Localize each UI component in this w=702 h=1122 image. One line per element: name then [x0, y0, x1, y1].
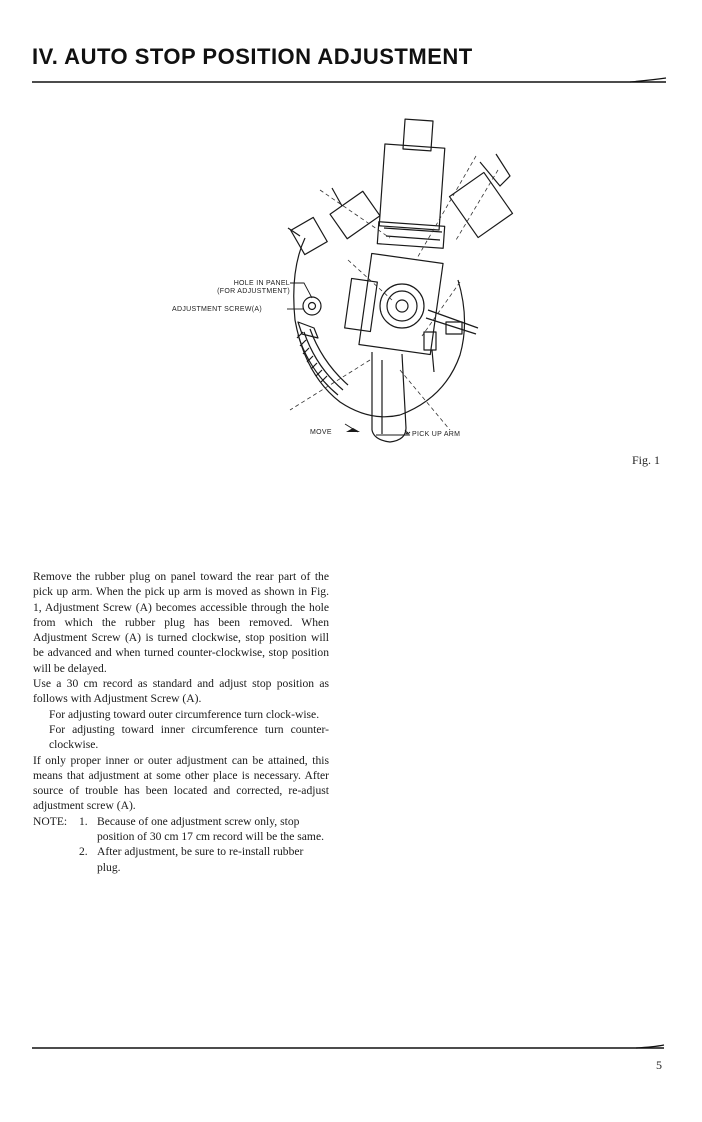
paragraph-outer-circumference: For adjusting toward outer circumference turn clock-wise. [49, 707, 320, 721]
figure-turntable-diagram [160, 110, 520, 455]
header-rule [30, 76, 670, 88]
callout-pick-up-arm: PICK UP ARM [412, 431, 461, 438]
note-text: After adjustment, be sure to re-install rubber plug. [97, 845, 304, 874]
turntable-line-drawing [160, 110, 520, 455]
callout-hole-in-panel: HOLE IN PANEL [233, 280, 290, 287]
callout-adjustment-screw: ADJUSTMENT SCREW(A) [172, 306, 262, 313]
note-text: Because of one adjustment screw only, stop position of 30 cm 17 cm record will be the same. [97, 814, 324, 844]
figure-caption: Fig. 1 [632, 453, 661, 467]
note-item [79, 814, 329, 845]
callout-move: MOVE [310, 429, 332, 436]
note-number: 2. [79, 845, 88, 859]
instructions-body [33, 569, 329, 875]
section-title: IV. AUTO STOP POSITION ADJUSTMENT [32, 44, 473, 69]
note-block [33, 814, 329, 875]
paragraph-standard-record: Use a 30 cm record as standard and adjust stop position as follows with Adjustment Screw (A). [33, 677, 329, 706]
paragraph-other-adjustment: If only proper inner or outer adjustment can be attained, this means that adjustment at some other place is necessary. After source of trouble has been located and corrected, re-adjust adjustment screw (A). [33, 753, 329, 813]
pickup-leader-line [374, 430, 414, 440]
callout-for-adjustment: (FOR ADJUSTMENT) [217, 288, 290, 295]
paragraph-remove-plug: Remove the rubber plug on panel toward the rear part of the pick up arm. When the pick up arm is moved as shown in Fig. 1, Adjustment Screw (A) becomes accessible through the hole from which the rubber plug has been removed. When Adjustment Screw (A) is turned clockwise, stop position will be advanced and when turned counter-clockwise, stop position will be delayed. [33, 570, 329, 675]
note-number: 1. [79, 814, 88, 828]
paragraph-inner-circumference: For adjusting toward inner circumference turn counter-clockwise. [49, 722, 329, 752]
page-number: 5 [656, 1058, 662, 1072]
note-label: NOTE: [33, 814, 68, 828]
footer-rule [30, 1042, 670, 1054]
note-item [79, 844, 329, 875]
